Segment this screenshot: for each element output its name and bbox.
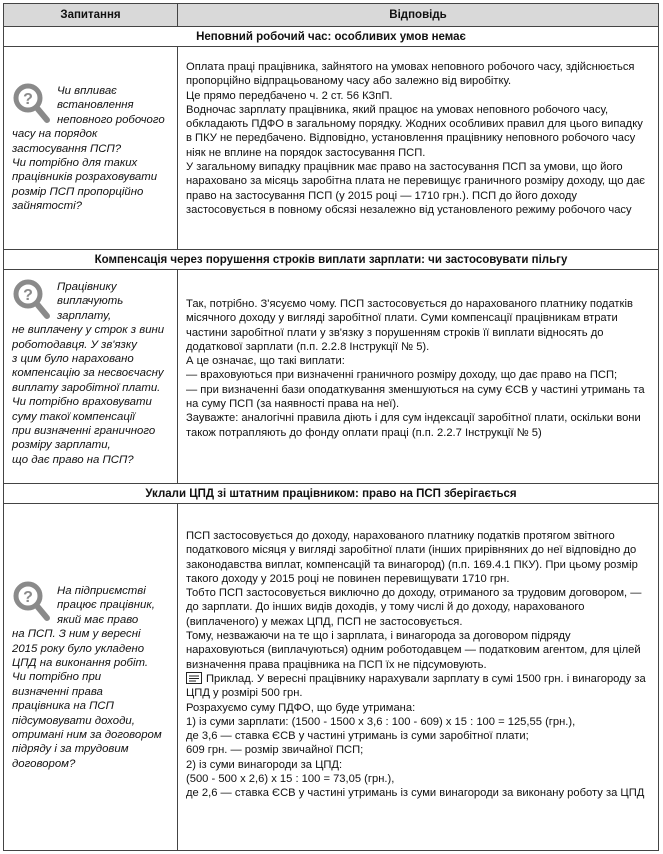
question-line: з цим було нараховано bbox=[12, 353, 134, 366]
question-line: підряду і за трудовим bbox=[12, 743, 129, 756]
question-line: роботодавця. У зв'язку bbox=[12, 338, 137, 351]
answer-paragraph: Водночас зарплату працівника, який працює на умовах неповного робочого часу, обкладають ПДФО в загальному порядку. Жодних особливих правил для цього випадку в ПКУ не передбачено. Відповідно, установлення працівнику неповного робочого часу ніяк не вплине на порядок застосування ПСП. bbox=[186, 103, 643, 159]
question-line: що дає право на ПСП? bbox=[12, 453, 134, 466]
question-line: працівника на ПСП bbox=[12, 700, 114, 713]
question-line: встановлення bbox=[57, 99, 134, 112]
question-line: неповного робочого bbox=[57, 113, 165, 126]
question-line: розміру зарплати, bbox=[12, 439, 111, 452]
question-3 bbox=[12, 584, 174, 771]
example-note-icon bbox=[186, 672, 202, 684]
answer-paragraph: — враховуються при визначенні граничного розміру доходу, що дає право на ПСП; bbox=[186, 369, 618, 382]
question-line: Чи потрібно для таких bbox=[12, 157, 138, 170]
question-line: Чи впливає bbox=[57, 85, 117, 97]
question-line: працює працівник, bbox=[57, 599, 155, 612]
question-line: який має право bbox=[57, 613, 139, 626]
svg-text:?: ? bbox=[23, 287, 33, 304]
example-text: Приклад. У вересні працівнику нарахували зарплату в сумі 1500 грн. і винагороду за ЦПД у розмірі 500 грн. bbox=[186, 672, 646, 700]
example-paragraph bbox=[186, 672, 649, 701]
question-line: не виплачену у строк з вини bbox=[12, 324, 165, 337]
question-line: Чи потрібно при bbox=[12, 671, 102, 684]
question-1 bbox=[12, 84, 174, 214]
answer-paragraph: 1) із суми зарплати: (1500 - 1500 х 3,6 : 100 - 609) х 15 : 100 = 125,55 (грн.), bbox=[186, 715, 576, 728]
question-line: ЦПД на виконання робіт. bbox=[12, 657, 149, 670]
question-line: зарплату, bbox=[57, 309, 112, 322]
answer-paragraph: (500 - 500 х 2,6) х 15 : 100 = 73,05 (грн.), bbox=[186, 773, 395, 786]
answer-paragraph: 2) із суми винагороди за ЦПД: bbox=[186, 758, 343, 771]
answer-paragraph: ПСП застосовується до доходу, нарахованого платнику податків протягом звітного податкового місяця у вигляді заробітної плати (інших прирівняних до неї відповідно до законодавства виплат, компенсацій та винагород) (п.п. 169.4.1 ПКУ). При цьому розмір такого доходу у 2015 році не повинен перевищувати 1710 грн. bbox=[186, 530, 638, 585]
question-line: застосування ПСП? bbox=[12, 142, 122, 155]
question-line: 2015 року було укладено bbox=[12, 642, 145, 655]
answer-paragraph: Тому, незважаючи на те що і зарплата, і винагорода за договором підряду нараховуються (виплачуються) одним роботодавцем — податковим агентом, для цілей визначення права працівника на ПСП їх не підсумовують. bbox=[186, 630, 641, 671]
question-line: підсумовувати доходи, bbox=[12, 714, 135, 727]
question-line: Чи потрібно враховувати bbox=[12, 396, 152, 409]
qa-table bbox=[3, 3, 659, 851]
question-line: суму такої компенсації bbox=[12, 410, 135, 423]
answer-paragraph: А це означає, що такі виплати: bbox=[186, 355, 345, 368]
answer-paragraph: Тобто ПСП застосовується виключно до доходу, отриманого за трудовим договором, — до зарплати. До інших видів доходів, у тому числі й до доходу, нарахованого (виплаченого) у межах ЦПД, ПСП не застосовується. bbox=[186, 587, 642, 628]
section-title-1: Неповний робочий час: особливих умов немає bbox=[4, 26, 658, 47]
answer-paragraph: У загальному випадку працівник має право на застосування ПСП за умови, що його нараховано за місяць заробітна плата не перевищує граничного розміру доходу, що дає право на застосування ПСП (у 2015 році — 1710 грн.). ПСП до його доходу застосовується в повному обсязі незалежно від установленого режиму робочого часу bbox=[186, 161, 646, 216]
question-line: Працівнику bbox=[57, 281, 117, 293]
answer-paragraph: Зауважте: аналогічні правила діють і для сум індексації заробітної плати, оскільки вони також потрапляють до фонду оплати праці (п.п. 2.2.7 Інструкції № 5) bbox=[186, 412, 641, 439]
question-line: компенсацію за несвоєчасну bbox=[12, 367, 164, 380]
question-line: отримані ним за договором bbox=[12, 729, 162, 742]
question-line: На підприємстві bbox=[57, 585, 146, 597]
answer-paragraph: Це прямо передбачено ч. 2 ст. 56 КЗпП. bbox=[186, 89, 393, 102]
column-divider bbox=[177, 47, 178, 249]
answer-paragraph: де 3,6 — ставка ЄСВ у частині утримань із суми заробітної плати; bbox=[186, 730, 529, 743]
answer-paragraph: Так, потрібно. З'ясуємо чому. ПСП застосовується до нарахованого платнику податків місячного доходу у вигляді заробітної плати. Суми компенсації працівникам втрати частини заробітної плати у зв'язку з порушенням строків її виплати відносять до додаткової зарплати (п.п. 2.2.8 Інструкції № 5). bbox=[186, 298, 633, 353]
question-line: визначенні права bbox=[12, 685, 103, 698]
table-header bbox=[4, 4, 658, 27]
answer-paragraph: 609 грн. — розмір звичайної ПСП; bbox=[186, 744, 364, 757]
answer-paragraph: Розрахуємо суму ПДФО, що буде утримана: bbox=[186, 701, 416, 714]
header-answer: Відповідь bbox=[389, 9, 447, 21]
answer-paragraph: де 2,6 — ставка ЄСВ у частині утримань із суми винагороди за виконану роботу за ЦПД bbox=[186, 787, 645, 800]
question-line: виплату заробітної плати. bbox=[12, 381, 161, 394]
column-divider bbox=[177, 504, 178, 850]
question-line: розмір ПСП пропорційно bbox=[12, 185, 144, 198]
section-title-3: Уклали ЦПД зі штатним працівником: право на ПСП зберігається bbox=[4, 483, 658, 504]
header-question: Запитання bbox=[4, 4, 178, 26]
svg-text:?: ? bbox=[23, 91, 33, 108]
answer-paragraph: Оплата праці працівника, зайнятого на умовах неповного робочого часу, здійснюється пропорційно відпрацьованому часу або залежно від виробітку. bbox=[186, 61, 635, 88]
question-line: договором? bbox=[12, 757, 76, 770]
question-2 bbox=[12, 280, 174, 467]
answer-1 bbox=[186, 60, 649, 217]
section-title-2: Компенсація через порушення строків виплати зарплати: чи застосовувати пільгу bbox=[4, 249, 658, 270]
answer-3 bbox=[186, 529, 649, 801]
question-line: при визначенні граничного bbox=[12, 425, 156, 438]
question-line: працівників розраховувати bbox=[12, 171, 158, 184]
answer-2 bbox=[186, 297, 649, 440]
question-line: на ПСП. З ним у вересні bbox=[12, 628, 141, 641]
question-line: виплачують bbox=[57, 295, 124, 308]
column-divider bbox=[177, 270, 178, 483]
svg-text:?: ? bbox=[23, 589, 33, 606]
answer-paragraph: — при визначенні бази оподаткування зменшуються на суму ЄСВ у частині утримань та на суму ПСП (за наявності права на неї). bbox=[186, 383, 645, 411]
question-line: часу на порядок bbox=[12, 128, 98, 141]
question-line: зайнятості? bbox=[12, 200, 82, 213]
